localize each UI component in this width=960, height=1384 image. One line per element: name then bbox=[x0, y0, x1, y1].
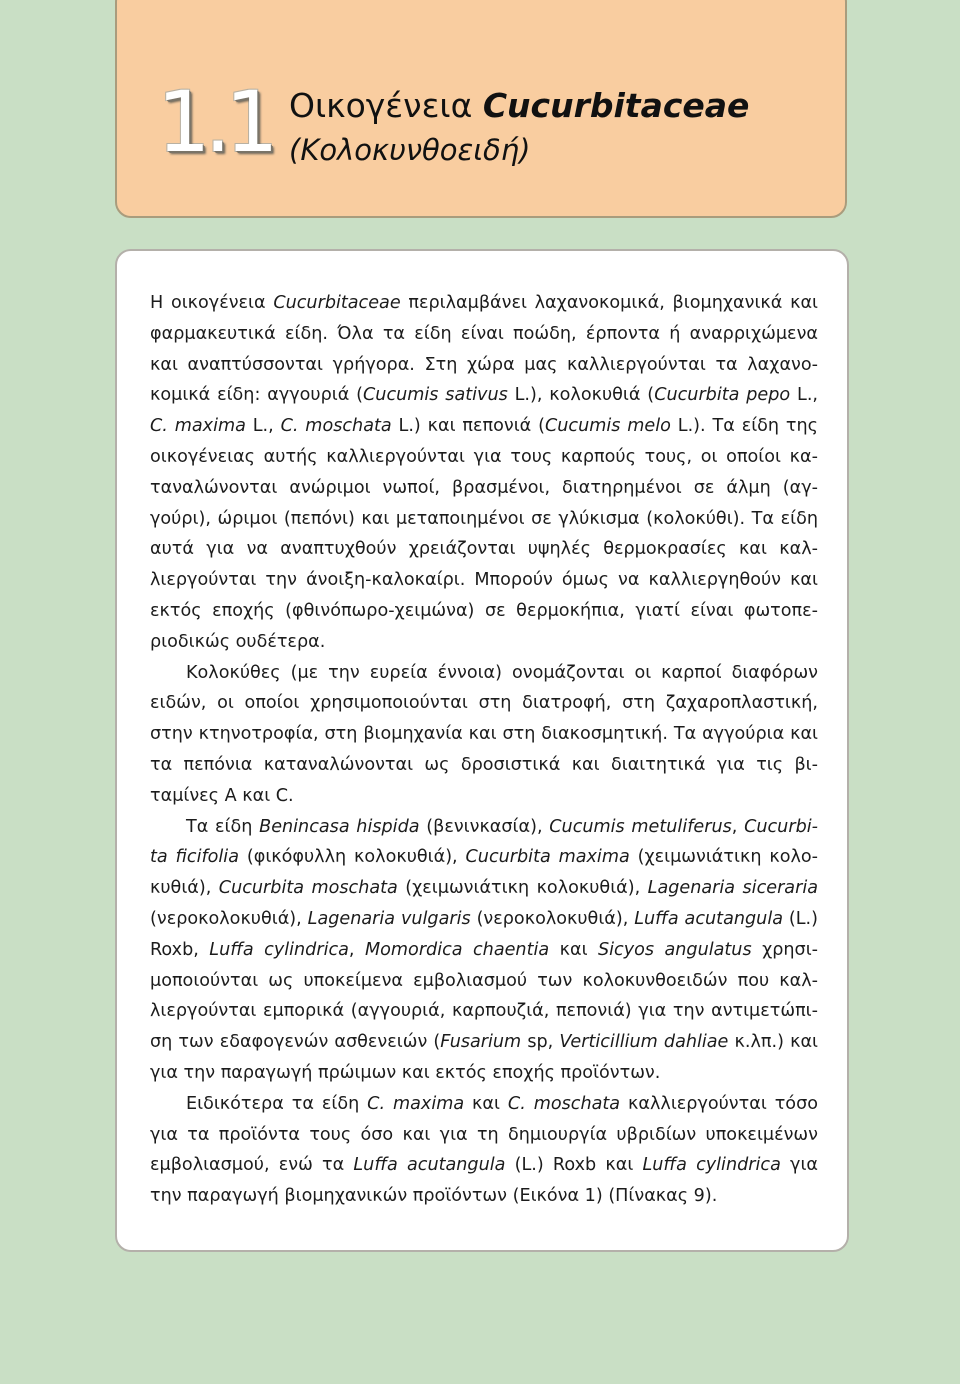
title-prefix: Οικογένεια bbox=[289, 86, 483, 125]
text-run: (βενινκασία), bbox=[419, 816, 550, 837]
latin-name: Luffa cylindrica bbox=[209, 939, 349, 960]
latin-name: Verticillium dahliae bbox=[559, 1032, 729, 1053]
latin-name: Cucumis sativus bbox=[363, 385, 508, 406]
text-run: (φικόφυλλη κολοκυθιά), bbox=[238, 847, 466, 868]
latin-name: Benincasa hispida bbox=[259, 816, 420, 837]
latin-name: C. maxima bbox=[150, 416, 246, 437]
text-run: περιλαμβάνει λαχανοκομικά, βιομηχανικά και φαρμακευτικά είδη. Όλα τα είδη είναι ποώδη, έρποντα ή αναρριχώμενα και αναπτύσσονται γρήγορα. Στη χώρα μας καλλιεργούνται τα λαχανοκομικά είδη: αγγουριά ( bbox=[150, 293, 818, 406]
text-run: sp, bbox=[521, 1032, 560, 1053]
paragraph-3 bbox=[150, 812, 818, 1089]
latin-name: Cucurbita moschata bbox=[218, 878, 398, 899]
text-run: κ.λπ.) και για την παραγωγή πρώιμων και εκτός εποχής προϊόντων. bbox=[150, 1032, 818, 1083]
latin-name: Momordica chaentia bbox=[364, 939, 550, 960]
latin-name: Cucurbita pepo bbox=[654, 385, 791, 406]
text-run: L., bbox=[245, 416, 281, 437]
paragraph-1 bbox=[150, 288, 818, 658]
latin-name: Cucumis melo bbox=[544, 416, 671, 437]
latin-name: Luffa acutangula bbox=[353, 1155, 506, 1176]
latin-name: C. moschata bbox=[507, 1093, 621, 1114]
latin-name: Cucurbita ficifolia bbox=[150, 816, 818, 868]
latin-name: Cucurbita maxima bbox=[465, 847, 630, 868]
content-box bbox=[115, 249, 849, 1252]
text-run: L.), κολοκυθιά ( bbox=[507, 385, 655, 406]
text-run: (χειμωνιάτικη κολοκυθιά), bbox=[397, 878, 648, 899]
text-run: (χειμωνιάτικη κολοκυθιά), bbox=[150, 847, 818, 899]
text-run: (L.) Roxb και bbox=[505, 1155, 643, 1176]
latin-name: C. moschata bbox=[280, 416, 392, 437]
latin-name: C. maxima bbox=[367, 1093, 465, 1114]
text-run: χρησιμοποιούνται ως υποκείμενα εμβολιασμού των κολοκυνθοειδών που καλλιεργούνται εμπορικά (αγγουριά, καρπουζιά, πεπονιά) για την αντιμετώπιση των εδαφογενών ασθενειών ( bbox=[150, 939, 819, 1053]
text-run: (νεροκολοκυθιά), bbox=[470, 908, 635, 929]
latin-name: Sicyos angulatus bbox=[597, 939, 752, 960]
section-title bbox=[289, 87, 749, 125]
text-run: L., bbox=[790, 385, 819, 406]
latin-name: Lagenaria siceraria bbox=[647, 878, 818, 899]
body-text bbox=[150, 288, 818, 1212]
text-run: και bbox=[464, 1093, 508, 1114]
paragraph-2 bbox=[150, 658, 818, 812]
text-run: L.) και πεπονιά ( bbox=[391, 416, 545, 437]
text-run: Η οικογένεια bbox=[150, 293, 274, 313]
text-run: καλλιεργούνται τόσο για τα προϊόντα τους όσο και για τη δημιουργία υβριδίων υποκειμένων εμβολιασμού, ενώ τα bbox=[150, 1093, 818, 1176]
text-run: , bbox=[731, 816, 745, 837]
section-number: 1.1 bbox=[157, 73, 273, 171]
text-run: (L.) Roxb, bbox=[150, 908, 819, 960]
text-run: , bbox=[348, 939, 365, 960]
latin-name: Cucurbitaceae bbox=[273, 293, 401, 313]
text-run: Τα είδη bbox=[186, 816, 260, 837]
paragraph-4 bbox=[150, 1089, 818, 1212]
section-subtitle: (Κολοκυνθοειδή) bbox=[289, 133, 531, 167]
latin-name: Luffa acutangula bbox=[634, 908, 783, 929]
title-latin-name: Cucurbitaceae bbox=[482, 86, 750, 125]
text-run: (νεροκολοκυθιά), bbox=[150, 908, 308, 929]
latin-name: Cucumis metuliferus bbox=[549, 816, 732, 837]
latin-name: Luffa cylindrica bbox=[642, 1155, 781, 1176]
text-run: και bbox=[549, 939, 598, 960]
latin-name: Fusarium bbox=[440, 1032, 522, 1053]
text-run: για την παραγωγή βιομηχανικών προϊόντων (Εικόνα 1) (Πίνακας 9). bbox=[150, 1155, 819, 1207]
text-run: Ειδικότερα τα είδη bbox=[186, 1093, 368, 1114]
latin-name: Lagenaria vulgaris bbox=[307, 908, 471, 929]
text-run: Κολοκύθες (με την ευρεία έννοια) ονομάζονται οι καρποί διαφόρων ειδών, οι οποίοι χρησιμοποιούνται στη διατροφή, στη ζαχαροπλαστική, στην κτηνοτροφία, στη βιομηχανία και στη διακοσμητική. Τα αγγούρια και τα πεπόνια καταναλώνονται ως δροσιστικά και διαιτητικά για τις βιταμίνες Α και C. bbox=[150, 662, 818, 806]
text-run: L.). Τα είδη της οικογένειας αυτής καλλιεργούνται για τους καρπούς τους, οι οποίοι καταναλώνονται ανώριμοι νωποί, βρασμένοι, διατηρημένοι σε άλμη (αγγούρι), ώριμοι (πεπόνι) και μεταποιημένοι σε γλύκισμα (κολοκύθι). Τα είδη αυτά για να αναπτυχθούν χρειάζονται υψηλές θερμοκρασίες και καλλιεργούνται την άνοιξη-καλοκαίρι. Μπορούν όμως να καλλιεργηθούν και εκτός εποχής (φθινόπωρο-χειμώνα) σε θερμοκήπια, γιατί είναι φωτοπεριοδικώς ουδέτερα. bbox=[150, 416, 818, 652]
